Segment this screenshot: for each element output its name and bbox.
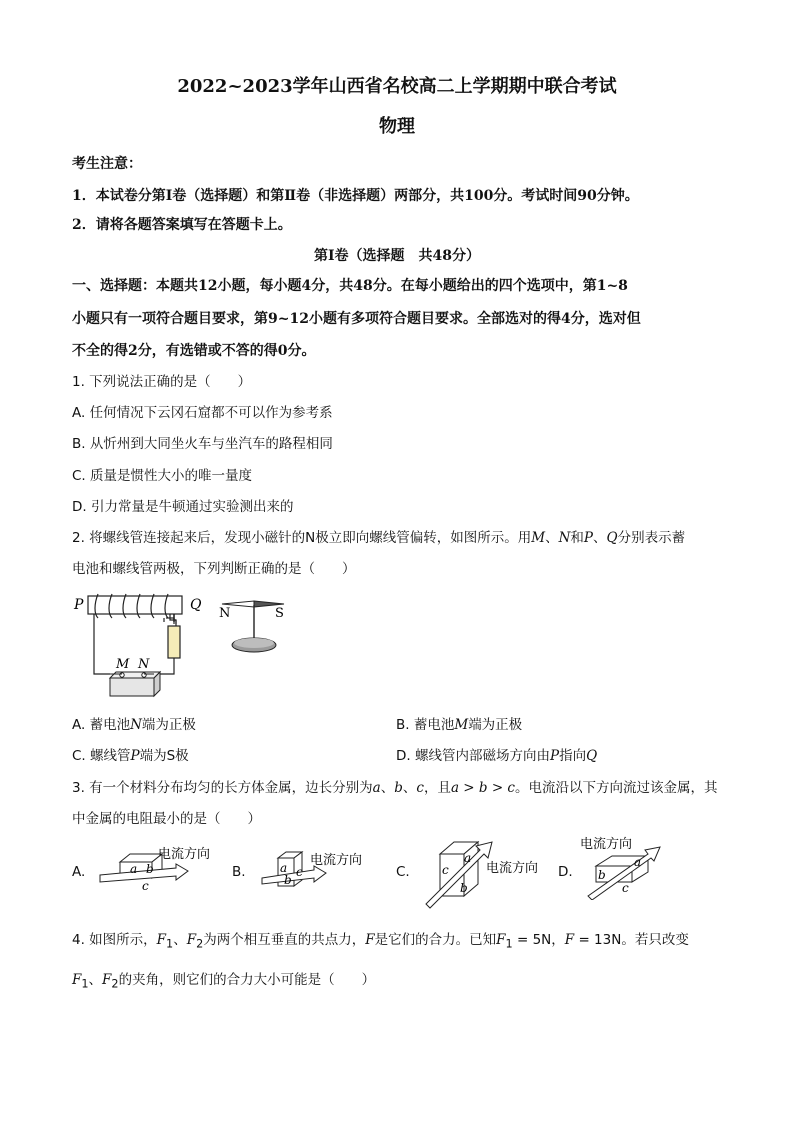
q1-option-b: B. 从忻州到大同坐火车与坐汽车的路程相同 [72, 436, 333, 452]
exam-title: 2022~2023学年山西省名校高二上学期期中联合考试 [177, 76, 617, 97]
q3-figure-b [258, 840, 388, 898]
battery [110, 678, 154, 696]
q3-option-a-label: A. [72, 864, 86, 880]
q3-figure-d [578, 834, 708, 900]
q3-stem-line1: 3. 有一个材料分布均匀的长方体金属，边长分别为a、b、c，且a > b > c。电流沿以下方向流过该金属，其 [72, 780, 718, 796]
q2-option-a: A. 蓄电池N端为正极 [72, 717, 196, 733]
q3-stem-line2: 中金属的电阻最小的是（ ） [72, 811, 261, 827]
svg-text:a: a [464, 851, 472, 865]
svg-text:b: b [284, 873, 292, 887]
q3-figure-a [96, 840, 226, 898]
q3-option-c-label: C. [396, 864, 410, 880]
q2-option-d: D. 螺线管内部磁场方向由P指向Q [396, 748, 598, 764]
section-instruction-3: 不全的得2分，有选错或不答的得0分。 [72, 343, 316, 359]
svg-text:b: b [146, 862, 154, 876]
subject-title: 物理 [379, 116, 415, 137]
current-label-a: 电流方向 [158, 847, 211, 862]
label-n: N [138, 657, 150, 672]
needle-label-s: S [275, 606, 284, 621]
section-instruction-2: 小题只有一项符合题目要求，第9~12小题有多项符合题目要求。全部选对的得4分，选对但 [72, 311, 641, 327]
q1-stem: 1. 下列说法正确的是（ ） [72, 374, 252, 390]
section-title: 第Ⅰ卷（选择题 共48分） [313, 248, 481, 264]
svg-text:a: a [634, 855, 642, 869]
current-label-c: 电流方向 [486, 861, 539, 876]
q4-stem-line1: 4. 如图所示，$F_1$、$F_2$为两个相互垂直的共点力，F是它们的合力。已知$F_1 = 5N$，F = 13N。若只改变 [72, 932, 689, 951]
q2-stem-line1: 2. 将螺线管连接起来后，发现小磁针的N极立即向螺线管偏转，如图所示。用M、N和P、Q分别表示蓄 [72, 530, 686, 546]
svg-text:c: c [442, 863, 449, 877]
q2-option-b: B. 蓄电池M端为正极 [396, 717, 523, 733]
svg-text:b: b [598, 868, 606, 882]
notice-heading: 考生注意： [72, 156, 142, 172]
needle-label-n: N [219, 606, 231, 621]
battery-terminal-m [120, 673, 124, 677]
solenoid-core [88, 596, 182, 614]
q3-option-b-label: B. [232, 864, 246, 880]
svg-text:c: c [296, 865, 303, 879]
q2-option-c: C. 螺线管P端为S极 [72, 748, 189, 764]
q2-stem-line2: 电池和螺线管两极，下列判断正确的是（ ） [72, 561, 356, 577]
q3-option-d-label: D. [558, 864, 573, 880]
svg-text:c: c [142, 879, 149, 893]
svg-text:a: a [280, 861, 288, 875]
current-label-d: 电流方向 [580, 837, 633, 852]
current-label-b: 电流方向 [310, 853, 363, 868]
q4-stem-line2: $F_1$、$F_2$的夹角，则它们的合力大小可能是（ ） [72, 972, 376, 991]
label-p: P [74, 597, 84, 613]
q1-option-c: C. 质量是惯性大小的唯一量度 [72, 468, 253, 484]
section-instruction-1: 一、选择题：本题共12小题，每小题4分，共48分。在每小题给出的四个选项中，第1~8 [72, 278, 628, 294]
q1-option-d: D. 引力常量是牛顿通过实验测出来的 [72, 499, 294, 515]
notice-item-2: 2．请将各题答案填写在答题卡上。 [72, 217, 292, 233]
q3-figure-c [420, 830, 560, 910]
svg-text:a: a [130, 862, 138, 876]
label-q: Q [190, 597, 202, 613]
svg-text:b: b [460, 881, 468, 895]
notice-item-1: 1．本试卷分第Ⅰ卷（选择题）和第Ⅱ卷（非选择题）两部分，共100分。考试时间90分钟。 [72, 188, 639, 204]
svg-text:c: c [622, 881, 629, 895]
label-m: M [116, 657, 130, 672]
resistor [168, 626, 180, 658]
q1-option-a: A. 任何情况下云冈石窟都不可以作为参考系 [72, 405, 333, 421]
q2-solenoid-figure [70, 590, 310, 708]
battery-terminal-n [142, 673, 146, 677]
